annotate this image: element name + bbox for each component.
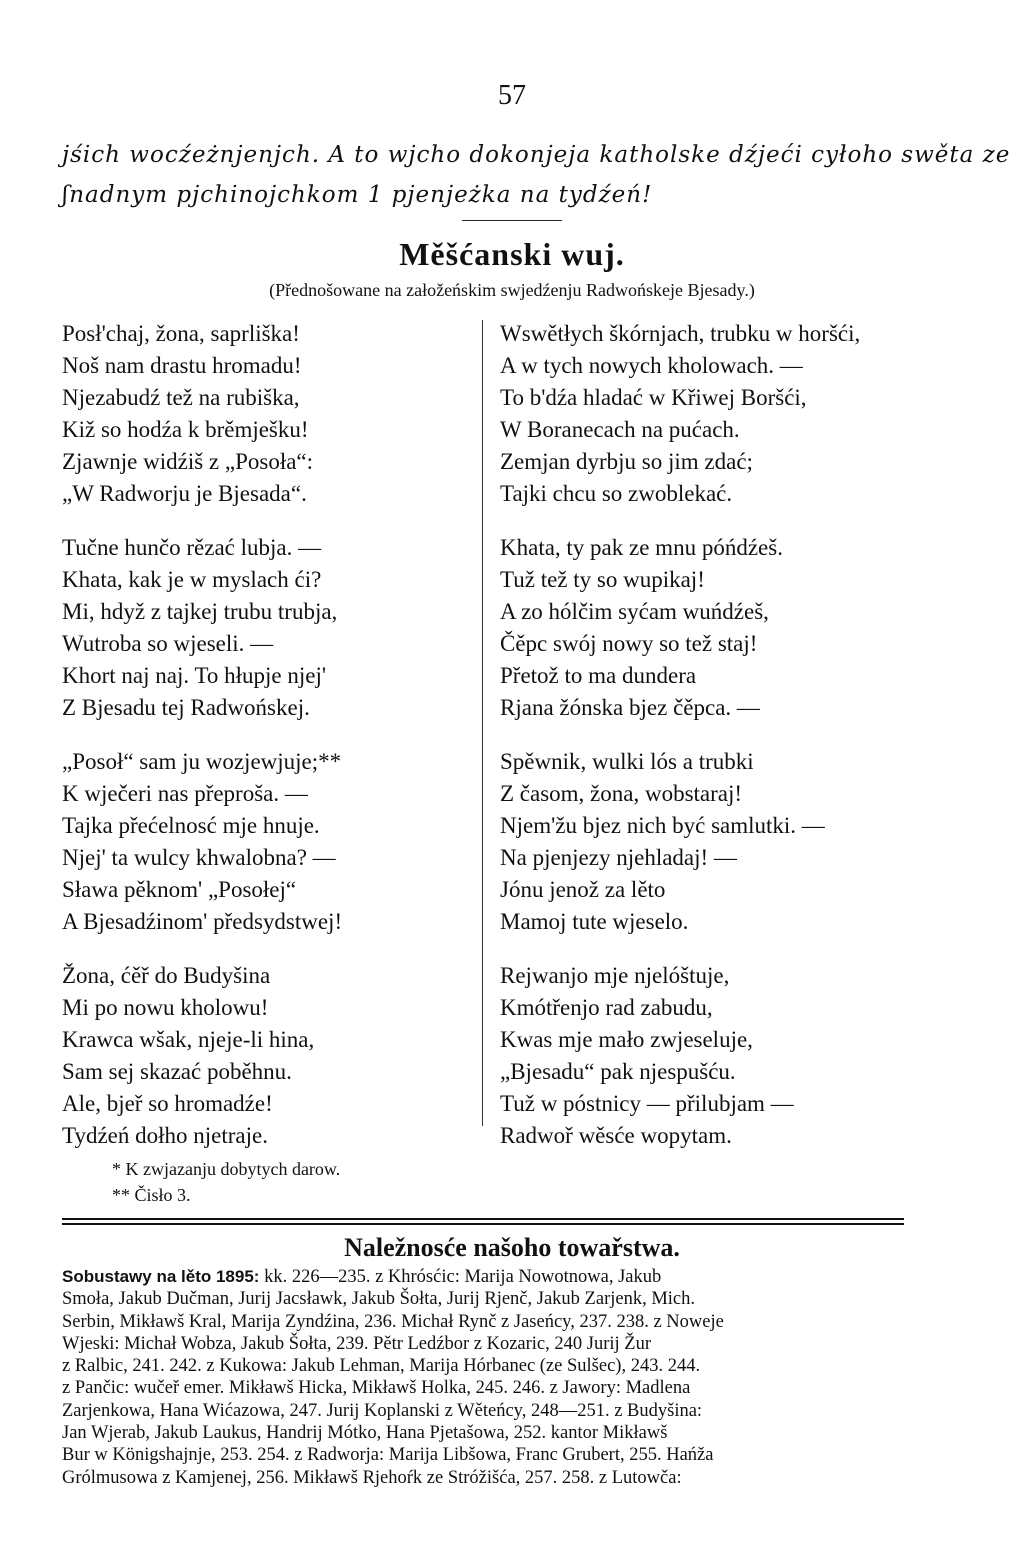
verse-line: Žona, ćěř do Budyšina xyxy=(62,963,271,988)
verse-line: Tajki chcu so zwoblekać. xyxy=(500,481,733,506)
verse-line: Z Bjesadu tej Radwońskej. xyxy=(62,695,310,720)
stanza xyxy=(500,746,930,938)
verse-line: Njem'žu bjez nich być samlutki. — xyxy=(500,813,825,838)
intro-text xyxy=(62,135,1011,215)
member-line: Smoła, Jakub Dučman, Jurij Jacsławk, Jakub Šołta, Jurij Rjenč, Jakub Zarjenk, Mich. xyxy=(62,1289,696,1310)
verse-line: Zjawnje widźiš z „Posoła“: xyxy=(62,449,314,474)
verse-line: Khort naj naj. To hłupje njej' xyxy=(62,663,327,688)
verse-line: K wječeri nas přeproša. — xyxy=(62,781,308,806)
verse-line: Zemjan dyrbju so jim zdać; xyxy=(500,449,753,474)
verse-line: Na pjenjezy njehladaj! — xyxy=(500,845,737,870)
stanza xyxy=(500,960,930,1152)
verse-line: Njej' ta wulcy khwalobna? — xyxy=(62,845,336,870)
verse-line: Noš nam drastu hromadu! xyxy=(62,353,302,378)
page-number: 57 xyxy=(498,80,526,111)
footnote: * K zwjazanju dobytych darow. xyxy=(112,1159,341,1179)
stanza xyxy=(500,318,930,510)
verse-line: Jónu jenož za lěto xyxy=(500,877,666,902)
verse-line: „Bjesadu“ pak njespušću. xyxy=(500,1059,736,1084)
poem-title: Měšćanski wuj. xyxy=(399,236,625,272)
member-line: Grólmusowa z Kamjenej, 256. Mikławš Rjehoŕk ze Stróžišća, 257. 258. z Lutowča: xyxy=(62,1467,682,1488)
verse-line: Rjana žónska bjez čěpca. — xyxy=(500,695,760,720)
verse-line: Čěpc swój nowy so tež staj! xyxy=(500,631,758,656)
verse-line: Z časom, žona, wobstaraj! xyxy=(500,781,743,806)
verse-line: W Boranecach na pućach. xyxy=(500,417,740,442)
member-line: Serbin, Mikławš Kral, Marija Zyndźina, 236. Michał Rynč z Jaseńcy, 237. 238. z Noweje xyxy=(62,1311,724,1332)
verse-line: Radwoř wěsće wopytam. xyxy=(500,1123,732,1148)
verse-line: To b'dźa hladać w Křiwej Boršći, xyxy=(500,385,807,410)
verse-line: Přetož to ma dundera xyxy=(500,663,697,688)
verse-line: Posł'chaj, žona, saprliška! xyxy=(62,321,300,346)
member-line-text: kk. 226—235. z Khrósćic: Marija Nowotnowa, Jakub xyxy=(259,1267,662,1287)
member-line: Wjeski: Michał Wobza, Jakub Šołta, 239. Pětr Ledźbor z Kozaric, 240 Jurij Žur xyxy=(62,1333,651,1354)
stanza xyxy=(62,746,472,938)
footnotes xyxy=(112,1156,612,1208)
verse-line: Ale, bjeř so hromadźe! xyxy=(62,1091,273,1116)
verse-line: Wutroba so wjeseli. — xyxy=(62,631,274,656)
verse-line: Tučne hunčo rězać lubja. — xyxy=(62,535,322,560)
verse-line: Spěwnik, wulki lós a trubki xyxy=(500,749,754,774)
verse-line: Sława pěknom' „Posołej“ xyxy=(62,877,297,902)
intro-line: ʃnadnym pjchinojchkom 1 pjenjeżka na tydźeń! xyxy=(62,182,653,208)
footnote: ** Čisło 3. xyxy=(112,1185,191,1205)
stanza xyxy=(62,532,472,724)
verse-line: Mi po nowu kholowu! xyxy=(62,995,269,1020)
poem-subtitle: (Přednošowane na załožeńskim swjedźenju Radwońskeje Bjesady.) xyxy=(269,280,755,300)
verse-line: Krawca wšak, njeje-li hina, xyxy=(62,1027,315,1052)
double-rule xyxy=(62,1223,904,1225)
verse-line: A Bjesadźinom' předsydstwej! xyxy=(62,909,343,934)
verse-line: Kiž so hodźa k brěmješku! xyxy=(62,417,309,442)
member-line xyxy=(62,1266,912,1288)
verse-line: Kwas mje mało zwjeseluje, xyxy=(500,1027,753,1052)
verse-line: Sam sej skazać poběhnu. xyxy=(62,1059,292,1084)
verse-line: Kmótřenjo rad zabudu, xyxy=(500,995,713,1020)
member-line: z Ralbic, 241. 242. z Kukowa: Jakub Lehman, Marija Hórbanec (ze Sulšec), 243. 244. xyxy=(62,1356,701,1377)
verse-line: Tydźeń dołho njetraje. xyxy=(62,1123,268,1148)
verse-line: Khata, ty pak ze mnu póńdźeš. xyxy=(500,535,783,560)
separator-rule xyxy=(462,220,562,221)
verse-line: Tajka přećelnosć mje hnuje. xyxy=(62,813,320,838)
verse-line: Njezabudź tež na rubiška, xyxy=(62,385,300,410)
verse-line: Wswětłych škórnjach, trubku w horšći, xyxy=(500,321,861,346)
poem-right-column xyxy=(500,318,930,1174)
stanza xyxy=(62,960,472,1152)
member-line: Zarjenkowa, Hana Wićazowa, 247. Jurij Koplanski z Wěteńcy, 248—251. z Budyšina: xyxy=(62,1400,703,1421)
member-line: Jan Wjerab, Jakub Laukus, Handrij Mótko, Hana Pjetašowa, 252. kantor Mikławš xyxy=(62,1423,668,1444)
verse-line: Mamoj tute wjeselo. xyxy=(500,909,689,934)
members-list xyxy=(62,1266,912,1489)
stanza xyxy=(500,532,930,724)
verse-line: Mi, hdyž z tajkej trubu trubja, xyxy=(62,599,338,624)
verse-line: Rejwanjo mje njelóštuje, xyxy=(500,963,730,988)
verse-line: A zo hólčim syćam wuńdźeš, xyxy=(500,599,769,624)
verse-line: Tuž w póstnicy — přilubjam — xyxy=(500,1091,794,1116)
member-line: z Pančic: wučeř emer. Mikławš Hicka, Mikławš Holka, 245. 246. z Jawory: Madlena xyxy=(62,1378,691,1399)
section-heading: Naležnosće našoho towařstwa. xyxy=(344,1233,680,1262)
verse-line: „Posoł“ sam ju wozjewjuje;** xyxy=(62,749,342,774)
poem-left-column xyxy=(62,318,472,1174)
stanza xyxy=(62,318,472,510)
member-line: Bur w Königshajnje, 253. 254. z Radworja: Marija Libšowa, Franc Grubert, 255. Hańža xyxy=(62,1445,714,1466)
verse-line: Khata, kak je w myslach ći? xyxy=(62,567,322,592)
verse-line: A w tych nowych kholowach. — xyxy=(500,353,803,378)
intro-line: jśich wocźeżnjenjch. A to wjcho dokonjeja katholske dźjeći cyłoho swěta ze xyxy=(62,142,1011,168)
column-divider xyxy=(482,320,483,1126)
double-rule xyxy=(62,1218,904,1220)
verse-line: „W Radworju je Bjesada“. xyxy=(62,481,307,506)
verse-line: Tuž tež ty so wupikaj! xyxy=(500,567,705,592)
members-year-label: Sobustawy na lěto 1895: xyxy=(62,1267,260,1286)
